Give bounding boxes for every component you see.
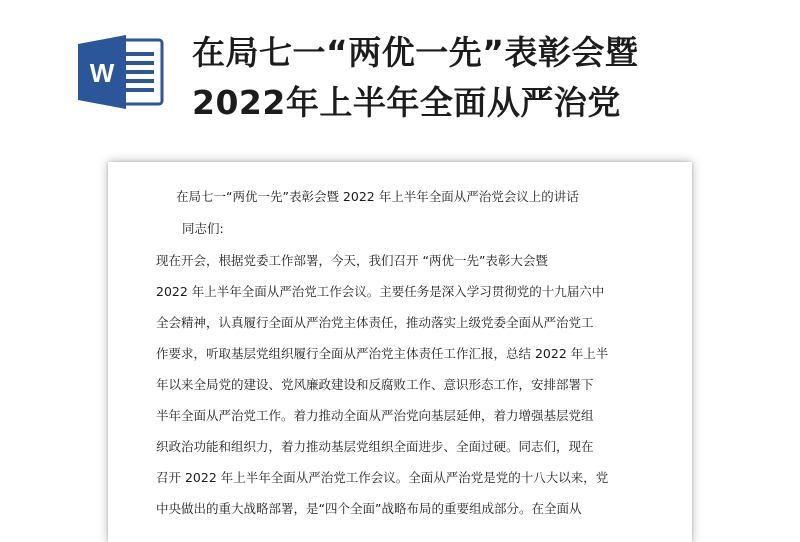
word-icon-letter: W [89, 58, 115, 88]
body-line: 2022 年上半年全面从严治党工作会议。主要任务是深入学习贯彻党的十九届六中 [156, 284, 605, 299]
body-line: 中央做出的重大战略部署，是“四个全面”战略布局的重要组成部分。在全面从 [156, 501, 582, 516]
document-page [112, 166, 688, 542]
body-line: 全会精神，认真履行全面从严治党主体责任，推动落实上级党委全面从严治党工 [156, 315, 594, 330]
document-heading: 在局七一“两优一先”表彰会暨 2022 年上半年全面从严治党会议上的讲话 [176, 189, 579, 204]
page-title [192, 28, 792, 128]
body-line: 现在开会，根据党委工作部署，今天，我们召开 “两优一先”表彰大会暨 [156, 253, 548, 268]
body-line: 召开 2022 年上半年全面从严治党工作会议。全面从严治党是党的十八大以来，党 [156, 470, 609, 485]
body-line: 年以来全局党的建设、党风廉政建设和反腐败工作、意识形态工作，安排部署下 [156, 377, 594, 392]
title-line-2: 2022年上半年全面从严治党 [192, 83, 621, 122]
body-line: 半年全面从严治党工作。着力推动全面从严治党向基层延伸，着力增强基层党组 [156, 408, 594, 423]
document-salutation: 同志们: [182, 221, 224, 236]
body-line: 作要求，听取基层党组织履行全面从严治党主体责任工作汇报，总结 2022 年上半 [156, 346, 609, 361]
word-icon [76, 32, 164, 112]
header [0, 0, 800, 150]
title-line-1: 在局七一“两优一先”表彰会暨 [192, 33, 639, 72]
body-line: 织政治功能和组织力，着力推动基层党组织全面进步、全面过硬。同志们，现在 [156, 439, 594, 454]
